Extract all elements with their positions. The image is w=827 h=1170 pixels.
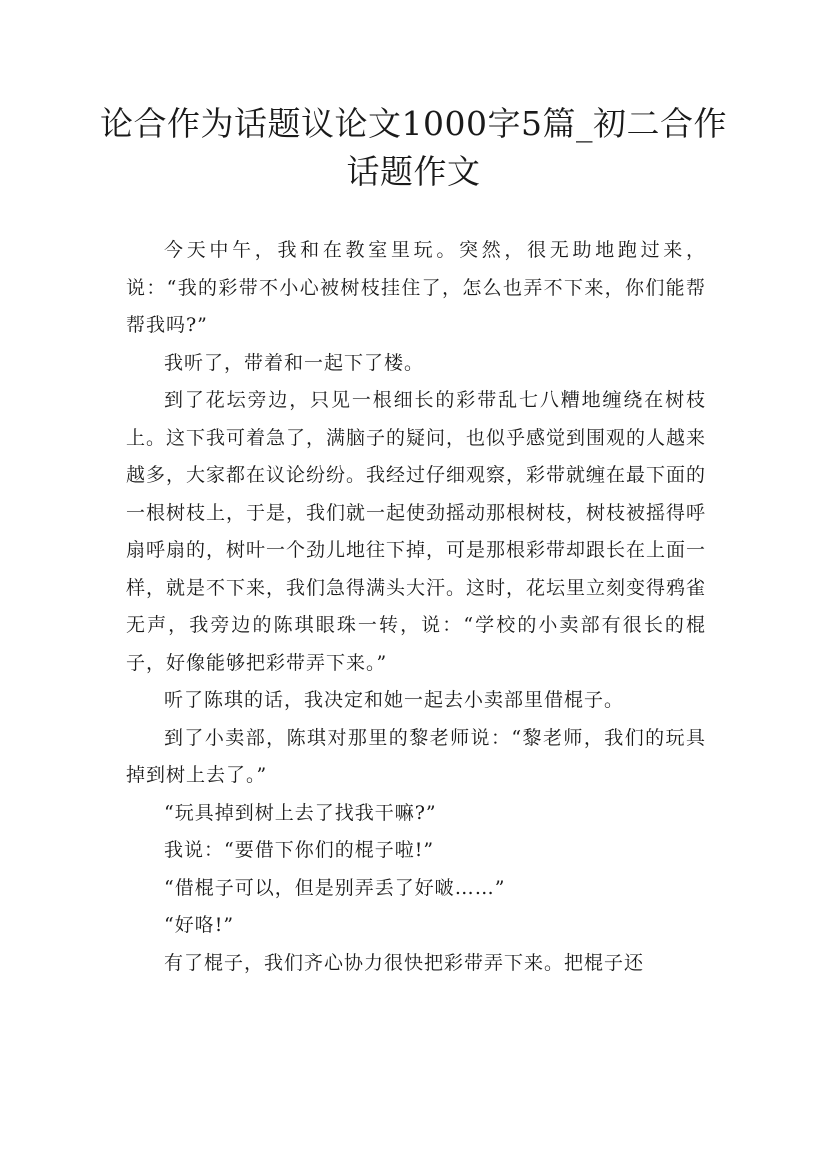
paragraph: 今天中午，我和在教室里玩。突然，很无助地跑过来，说：“我的彩带不小心被树枝挂住了，怎么也弄不下来，你们能帮帮我吗?”	[126, 239, 706, 336]
paragraph: “玩具掉到树上去了找我干嘛?”	[164, 801, 437, 824]
document-body	[126, 232, 706, 982]
paragraph: 我听了，带着和一起下了楼。	[164, 351, 425, 374]
paragraph: 听了陈琪的话，我决定和她一起去小卖部里借棍子。	[164, 689, 625, 711]
paragraph: 有了棍子，我们齐心协力很快把彩带弄下来。把棍子还	[164, 951, 645, 974]
title-line-2: 话题作文	[346, 152, 481, 191]
paragraph: 到了花坛旁边，只见一根细长的彩带乱七八糟地缠绕在树枝上。这下我可着急了，满脑子的疑问，也似乎感觉到围观的人越来越多，大家都在议论纷纷。我经过仔细观察，彩带就缠在最下面的一根树枝上，于是，我们就一起使劲摇动那根树枝，树枝被摇得呼扇呼扇的，树叶一个劲儿地往下掉，可是那根彩带却跟长在上面一样，就是不下来，我们急得满头大汗。这时，花坛里立刻变得鸦雀无声，我旁边的陈琪眼珠一转，说：“学校的小卖部有很长的棍子，好像能够把彩带弄下来。”	[126, 389, 707, 674]
paragraph: “借棍子可以，但是别弄丢了好啵……”	[164, 876, 506, 899]
title-line-1: 论合作为话题议论文1000字5篇_初二合作	[100, 104, 727, 143]
paragraph: 到了小卖部，陈琪对那里的黎老师说：“黎老师，我们的玩具掉到树上去了。”	[126, 726, 706, 786]
document-title	[100, 100, 727, 196]
paragraph: 我说：“要借下你们的棍子啦!”	[164, 839, 435, 861]
paragraph: “好咯!”	[164, 914, 235, 936]
